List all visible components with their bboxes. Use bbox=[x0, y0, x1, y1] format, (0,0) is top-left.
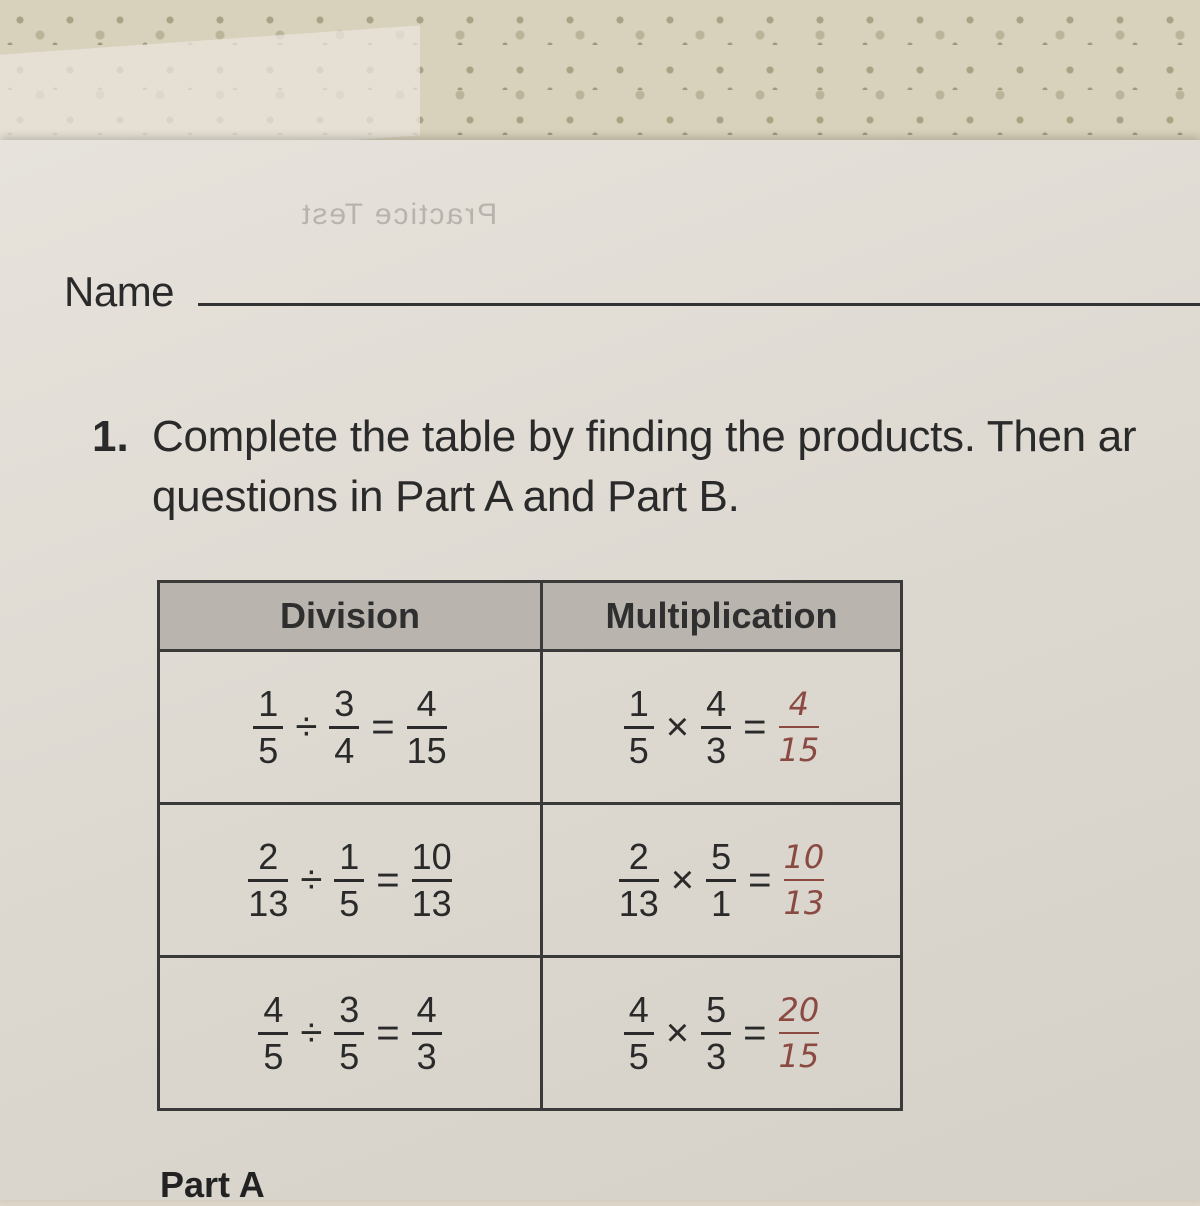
denominator: 5 bbox=[628, 1035, 649, 1077]
fraction bbox=[701, 988, 731, 1077]
equals-sign: = bbox=[743, 1010, 767, 1055]
question-text-line-2: questions in Part A and Part B. bbox=[152, 472, 740, 521]
numerator: 1 bbox=[258, 682, 279, 724]
denominator: 15 bbox=[778, 1037, 820, 1075]
handwritten-answer bbox=[779, 991, 820, 1075]
fraction bbox=[412, 988, 442, 1077]
multiply-sign: × bbox=[665, 1010, 690, 1055]
multiplication-expression bbox=[624, 682, 820, 771]
divide-sign: ÷ bbox=[300, 1010, 323, 1055]
name-label: Name bbox=[64, 268, 175, 315]
multiplication-cell bbox=[542, 957, 902, 1110]
fraction bbox=[618, 835, 659, 924]
multiply-sign: × bbox=[665, 704, 690, 749]
numerator: 4 bbox=[416, 682, 437, 724]
fraction bbox=[701, 682, 731, 771]
denominator: 5 bbox=[628, 729, 649, 771]
denominator: 5 bbox=[339, 1035, 360, 1077]
fraction bbox=[706, 835, 736, 924]
table-row bbox=[159, 957, 902, 1110]
bleed-through-text: Practice Test bbox=[300, 198, 498, 231]
equals-sign: = bbox=[743, 704, 767, 749]
fraction-table bbox=[157, 580, 903, 1111]
part-a-heading: Part A bbox=[160, 1164, 265, 1205]
fraction bbox=[329, 682, 359, 771]
division-cell bbox=[159, 804, 542, 957]
multiplication-expression bbox=[624, 988, 820, 1077]
numerator: 4 bbox=[706, 682, 727, 724]
denominator: 13 bbox=[618, 882, 659, 924]
question-text-line-1: Complete the table by finding the products. Then ar bbox=[152, 412, 1137, 461]
denominator: 15 bbox=[406, 729, 447, 771]
denominator: 13 bbox=[248, 882, 289, 924]
divide-sign: ÷ bbox=[300, 857, 323, 902]
denominator: 3 bbox=[706, 1035, 727, 1077]
divide-sign: ÷ bbox=[295, 704, 318, 749]
table-row bbox=[159, 651, 902, 804]
numerator: 3 bbox=[334, 682, 355, 724]
division-expression bbox=[253, 682, 447, 771]
denominator: 13 bbox=[411, 882, 452, 924]
fraction bbox=[253, 682, 283, 771]
numerator: 4 bbox=[788, 685, 810, 723]
denominator: 5 bbox=[263, 1035, 284, 1077]
numerator: 5 bbox=[711, 835, 732, 877]
denominator: 13 bbox=[783, 884, 825, 922]
handwritten-answer bbox=[779, 685, 820, 769]
fraction bbox=[334, 988, 364, 1077]
denominator: 3 bbox=[416, 1035, 437, 1077]
division-expression bbox=[248, 835, 452, 924]
numerator: 3 bbox=[339, 988, 360, 1030]
numerator: 4 bbox=[263, 988, 284, 1030]
multiplication-cell bbox=[542, 804, 902, 957]
denominator: 3 bbox=[706, 729, 727, 771]
multiplication-expression bbox=[618, 835, 825, 924]
division-expression bbox=[258, 988, 441, 1077]
equals-sign: = bbox=[371, 704, 395, 749]
numerator: 2 bbox=[258, 835, 279, 877]
question-number: 1. bbox=[92, 412, 129, 461]
denominator: 15 bbox=[778, 731, 820, 769]
fraction bbox=[411, 835, 452, 924]
equals-sign: = bbox=[748, 857, 772, 902]
numerator: 4 bbox=[628, 988, 649, 1030]
denominator: 5 bbox=[258, 729, 279, 771]
multiply-sign: × bbox=[670, 857, 695, 902]
fraction bbox=[624, 682, 654, 771]
division-cell bbox=[159, 651, 542, 804]
denominator: 5 bbox=[339, 882, 360, 924]
numerator: 4 bbox=[416, 988, 437, 1030]
numerator: 2 bbox=[628, 835, 649, 877]
division-cell bbox=[159, 957, 542, 1110]
numerator: 10 bbox=[411, 835, 452, 877]
multiplication-cell bbox=[542, 651, 902, 804]
fraction bbox=[406, 682, 447, 771]
equals-sign: = bbox=[376, 857, 400, 902]
fraction bbox=[248, 835, 289, 924]
name-line bbox=[198, 303, 1200, 306]
header-multiplication: Multiplication bbox=[542, 582, 902, 651]
numerator: 1 bbox=[339, 835, 360, 877]
fraction bbox=[258, 988, 288, 1077]
handwritten-answer bbox=[784, 838, 825, 922]
equals-sign: = bbox=[376, 1010, 400, 1055]
table-row bbox=[159, 804, 902, 957]
numerator: 20 bbox=[778, 991, 820, 1029]
fraction bbox=[624, 988, 654, 1077]
numerator: 10 bbox=[783, 838, 825, 876]
denominator: 1 bbox=[711, 882, 732, 924]
numerator: 5 bbox=[706, 988, 727, 1030]
fraction bbox=[334, 835, 364, 924]
header-division: Division bbox=[159, 582, 542, 651]
denominator: 4 bbox=[334, 729, 355, 771]
numerator: 1 bbox=[628, 682, 649, 724]
